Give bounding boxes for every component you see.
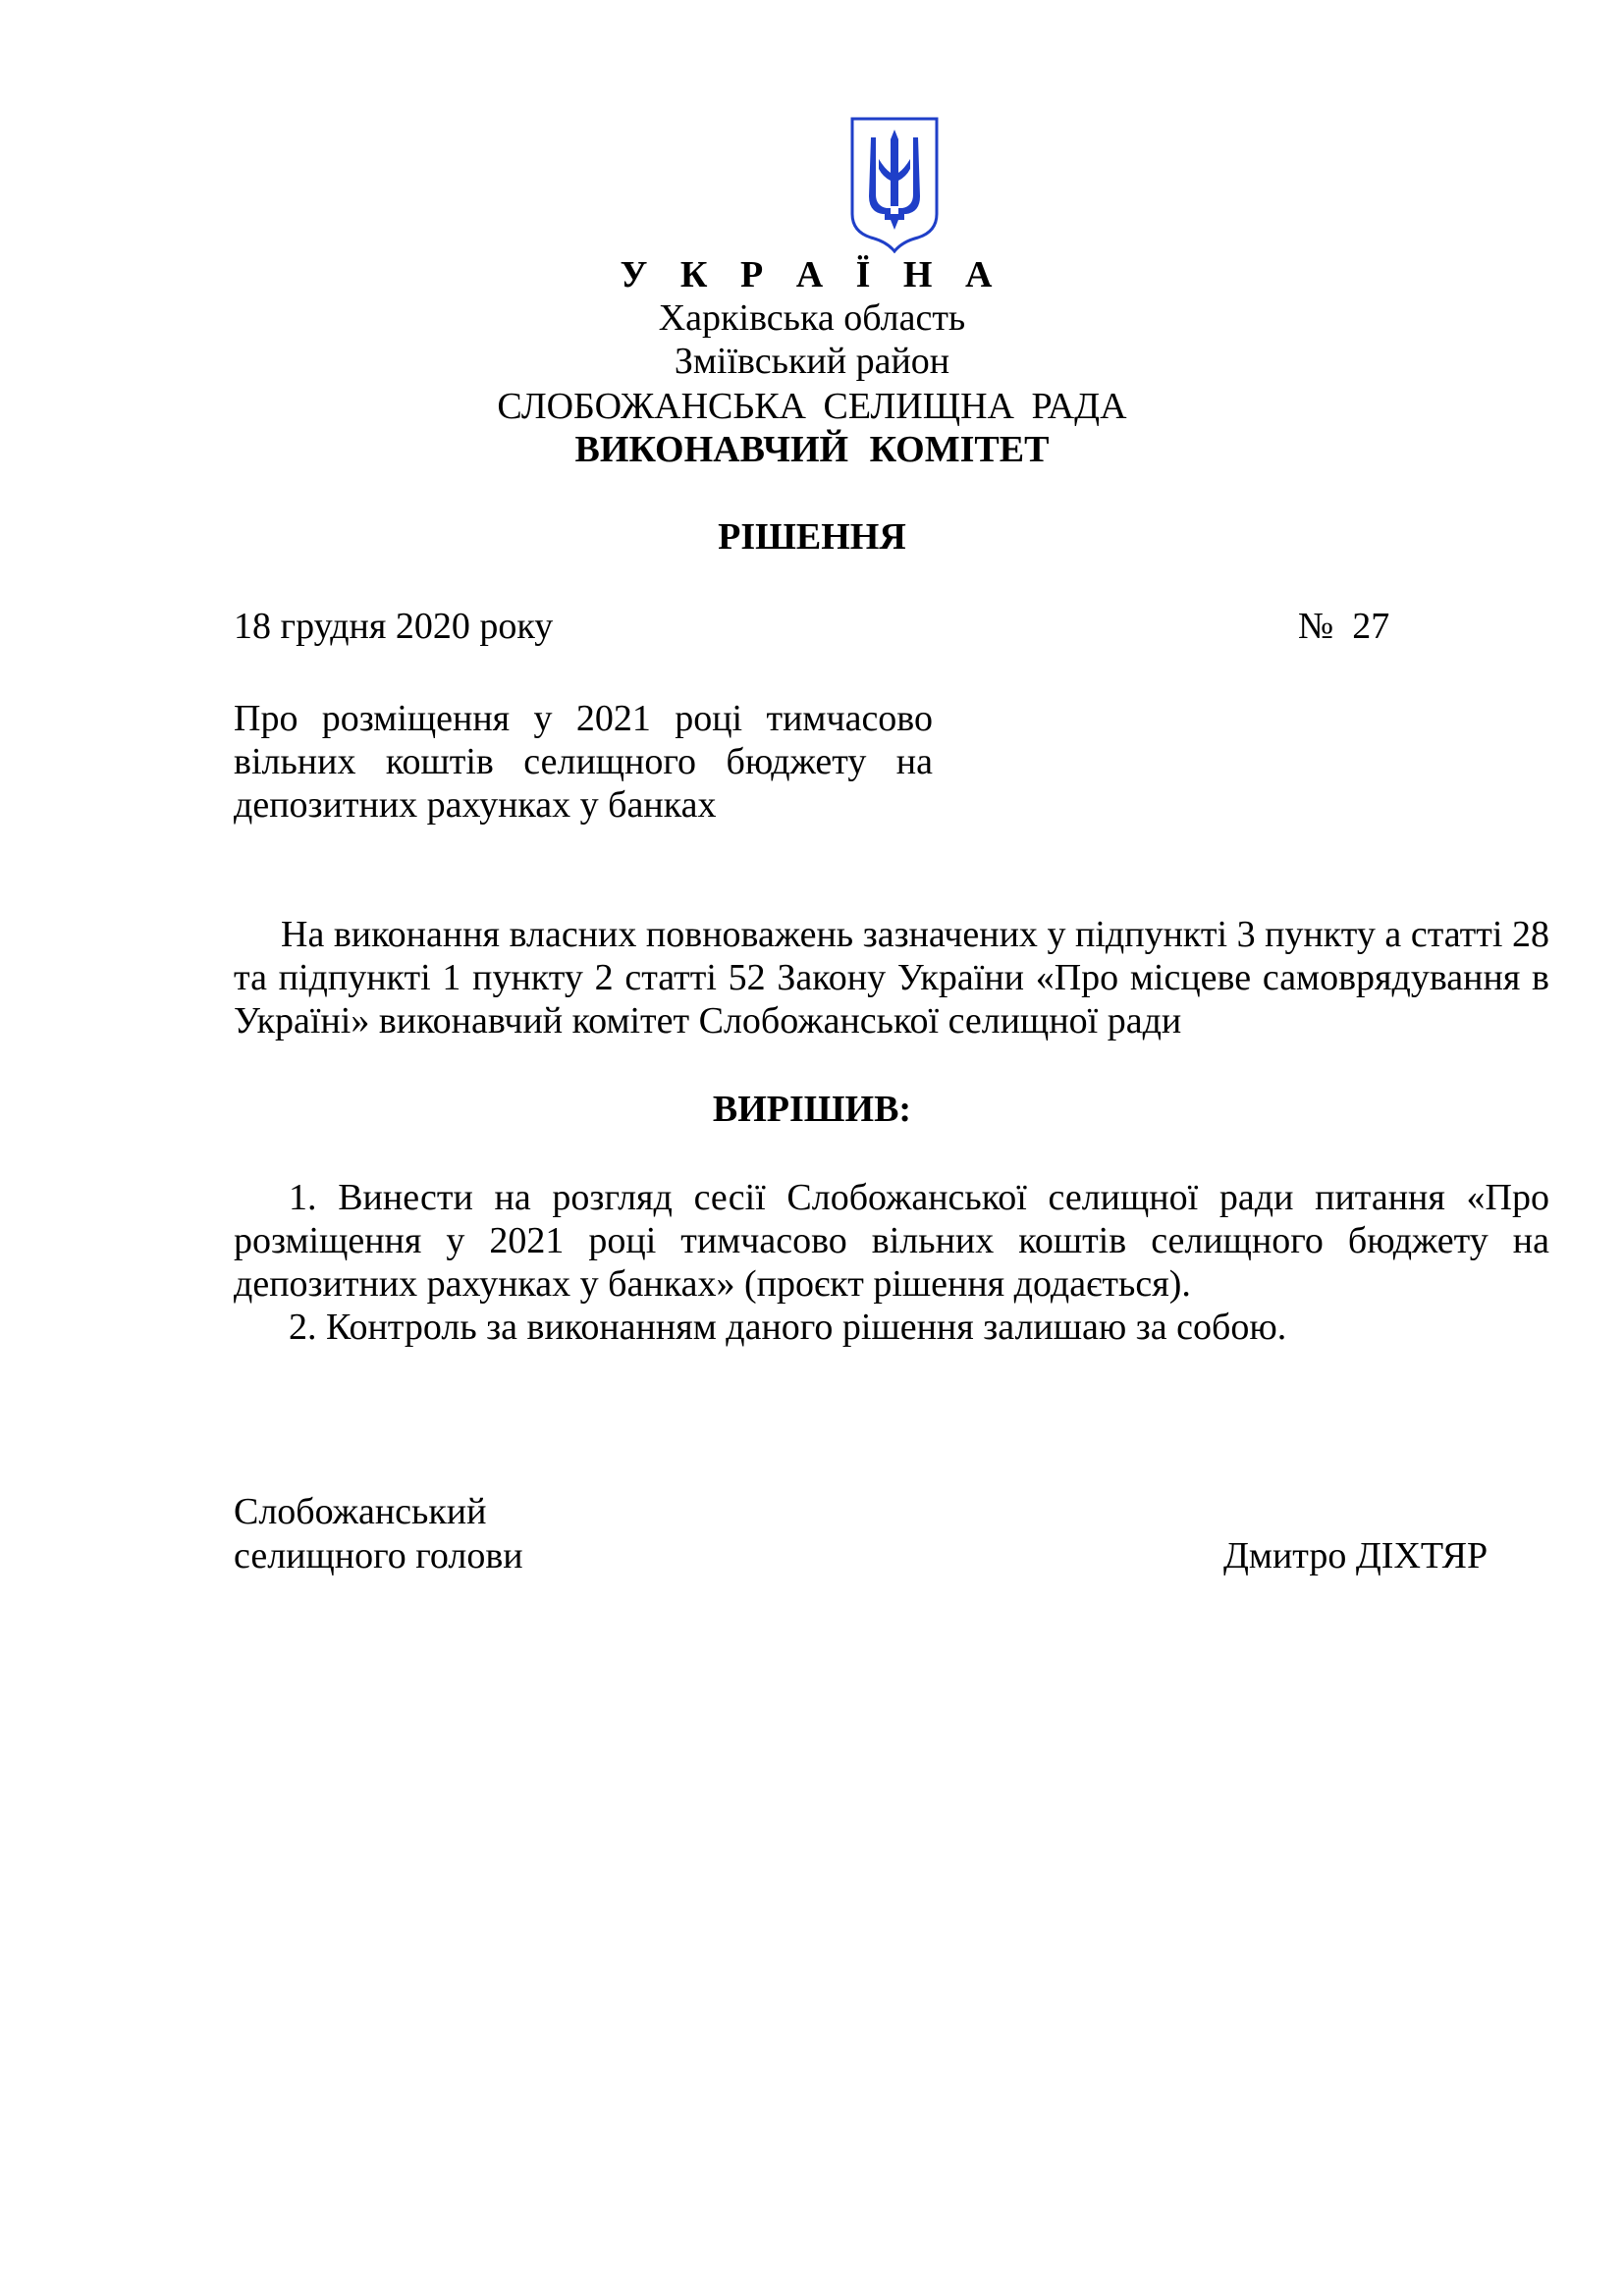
decided-heading: ВИРІШИВ:	[712, 1089, 912, 1130]
decision-item: 2. Контроль за виконанням даного рішення залишаю за собою.	[289, 1307, 1287, 1348]
decision-item: 1. Винести на розгляд сесії Слобожанської селищної ради питання «Про розміщення у 2021 році тимчасово вільних коштів селищного бюджету на депозитних рахунках у банках» (проєкт рішення додається).	[234, 1177, 1549, 1305]
decision-items	[234, 1176, 1549, 1349]
signatory-position	[234, 1490, 523, 1578]
signatory-position-line: Слобожанський	[234, 1491, 487, 1532]
region-name: Харківська область	[658, 297, 966, 339]
signatory-name: Дмитро ДІХТЯР	[1223, 1535, 1489, 1576]
tryzub-coat-of-arms-icon	[849, 116, 940, 253]
council-name: СЛОБОЖАНСЬКА СЕЛИЩНА РАДА	[497, 386, 1127, 427]
committee-name: ВИКОНАВЧИЙ КОМІТЕТ	[574, 429, 1050, 470]
preamble-paragraph: На виконання власних повноважень зазначених у підпункті 3 пункту а статті 28 та підпункті 1 пункту 2 статті 52 Закону України «Про місцеве самоврядування в Україні» виконавчий комітет Слобожанської селищної ради	[234, 914, 1549, 1041]
document-subject: Про розміщення у 2021 році тимчасово вільних коштів селищного бюджету на депозитних рахунках у банках	[234, 698, 933, 826]
document-date: 18 грудня 2020 року	[234, 606, 554, 647]
document-number: № 27	[1298, 606, 1390, 647]
document-title: РІШЕННЯ	[718, 516, 906, 558]
country-name: У К Р А Ї Н А	[620, 254, 1004, 295]
signatory-position-line: селищного голови	[234, 1535, 523, 1576]
district-name: Зміївський район	[674, 341, 950, 382]
